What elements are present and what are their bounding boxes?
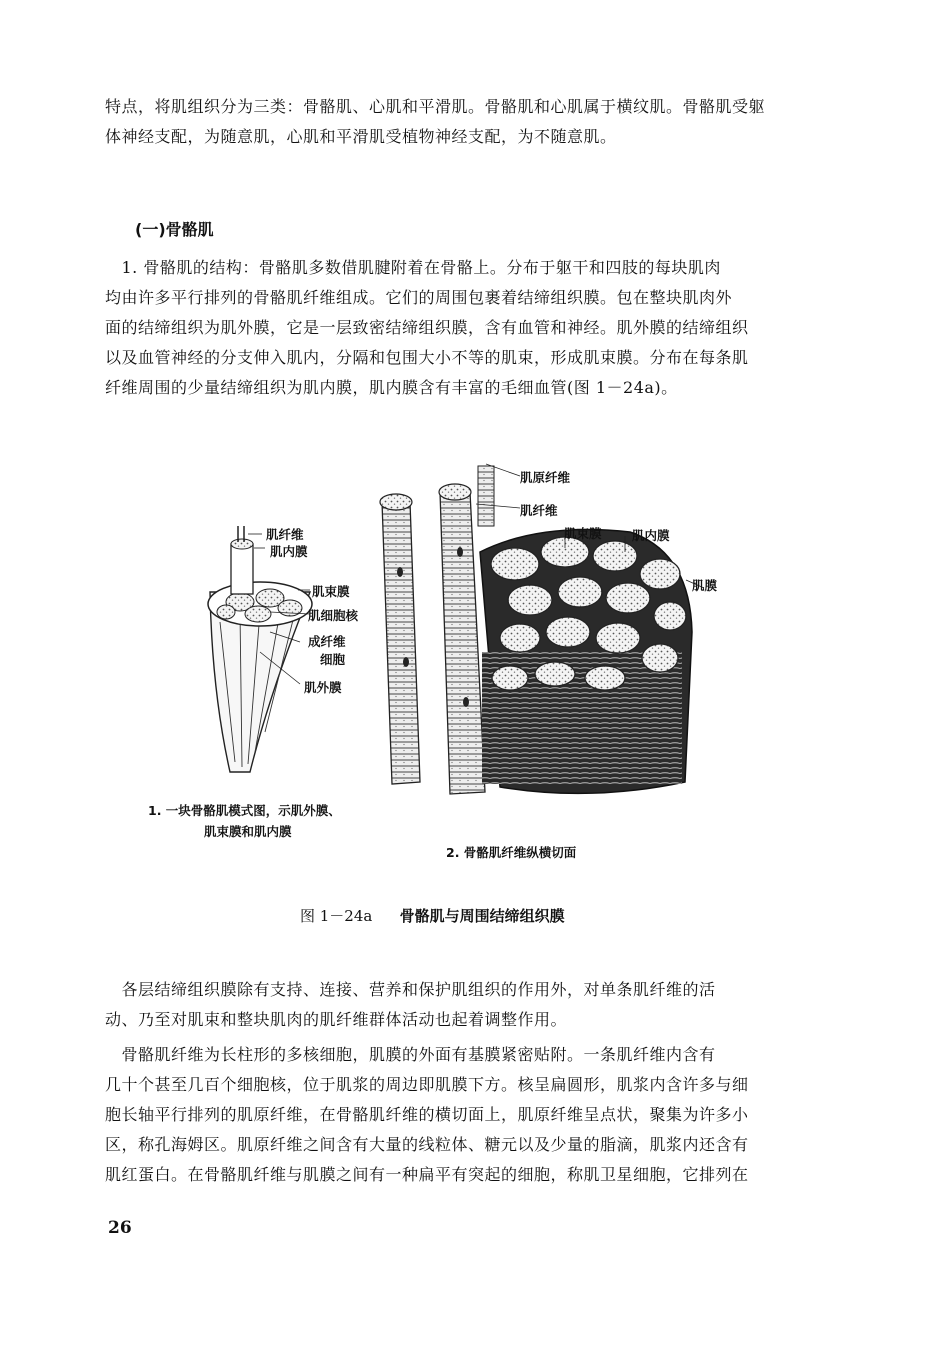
text-line: 纤维周围的少量结缔组织为肌内膜，肌内膜含有丰富的毛细血管(图 1－24a)。 [105, 378, 678, 397]
label-right-sarcolemma: 肌膜 [692, 578, 718, 593]
text-line: 肌红蛋白。在骨骼肌纤维与肌膜之间有一种扁平有突起的细胞，称肌卫星细胞，它排列在 [105, 1165, 749, 1184]
page-number: 26 [108, 1218, 132, 1238]
sub-caption-2: 2. 骨骼肌纤维纵横切面 [446, 845, 577, 860]
label-right-myofibril: 肌原纤维 [520, 470, 571, 485]
body-paragraph-1 [105, 975, 805, 1035]
cross-section-block [480, 530, 704, 794]
sub-caption-1-line1: 1. 一块骨骼肌模式图，示肌外膜、 [148, 803, 341, 818]
text-line: 1. 骨骼肌的结构：骨骼肌多数借肌腱附着在骨骼上。分布于躯干和四肢的每块肌肉 [105, 258, 721, 277]
text-line: 体神经支配，为随意肌，心肌和平滑肌受植物神经支配，为不随意肌。 [105, 127, 617, 146]
text-line: 几十个甚至几百个细胞核，位于肌浆的周边即肌膜下方。核呈扁圆形，肌浆内含许多与细 [105, 1075, 749, 1094]
text-line: 各层结缔组织膜除有支持、连接、营养和保护肌组织的作用外，对单条肌纤维的活 [105, 980, 716, 999]
structure-paragraph [105, 253, 805, 403]
muscle-figure [120, 452, 720, 862]
label-left-fibroblast-1: 成纤维 [308, 634, 346, 649]
label-left-fiber: 肌纤维 [266, 527, 304, 542]
text-line: 以及血管神经的分支伸入肌内，分隔和包围大小不等的肌束，形成肌束膜。分布在每条肌 [105, 348, 749, 367]
whole-muscle-diagram [208, 526, 312, 772]
label-right-perimysium: 肌束膜 [564, 526, 602, 541]
section-heading: (一)骨骼肌 [135, 220, 214, 239]
figure-title: 骨骼肌与周围结缔组织膜 [399, 907, 565, 925]
text-line: 均由许多平行排列的骨骼肌纤维组成。它们的周围包裹着结缔组织膜。包在整块肌肉外 [105, 288, 733, 307]
text-line: 面的结缔组织为肌外膜，它是一层致密结缔组织膜，含有血管和神经。肌外膜的结缔组织 [105, 318, 749, 337]
label-right-fiber: 肌纤维 [520, 503, 558, 518]
label-left-perimysium: 肌束膜 [312, 584, 350, 599]
label-right-endomysium: 肌内膜 [632, 528, 670, 543]
text-line: 特点，将肌组织分为三类：骨骼肌、心肌和平滑肌。骨骼肌和心肌属于横纹肌。骨骼肌受躯 [105, 97, 766, 116]
body-paragraph-2 [105, 1040, 805, 1190]
intro-paragraph [105, 92, 805, 152]
text-line: 胞长轴平行排列的肌原纤维，在骨骼肌纤维的横切面上，肌原纤维呈点状，聚集为许多小 [105, 1105, 749, 1124]
text-line: 区，称孔海姆区。肌原纤维之间含有大量的线粒体、糖元以及少量的脂滴，肌浆内还含有 [105, 1135, 749, 1154]
figure-number: 图 1－24a [300, 907, 373, 925]
label-left-epimysium: 肌外膜 [304, 680, 342, 695]
figure-caption [300, 905, 565, 926]
label-left-fibroblast-2: 细胞 [320, 652, 346, 667]
text-line: 动、乃至对肌束和整块肌肉的肌纤维群体活动也起着调整作用。 [105, 1010, 568, 1029]
label-left-nucleus: 肌细胞核 [308, 608, 359, 623]
text-line: 骨骼肌纤维为长柱形的多核细胞，肌膜的外面有基膜紧密贴附。一条肌纤维内含有 [105, 1045, 716, 1064]
label-left-endomysium: 肌内膜 [270, 544, 308, 559]
sub-caption-1-line2: 肌束膜和肌内膜 [204, 824, 292, 839]
